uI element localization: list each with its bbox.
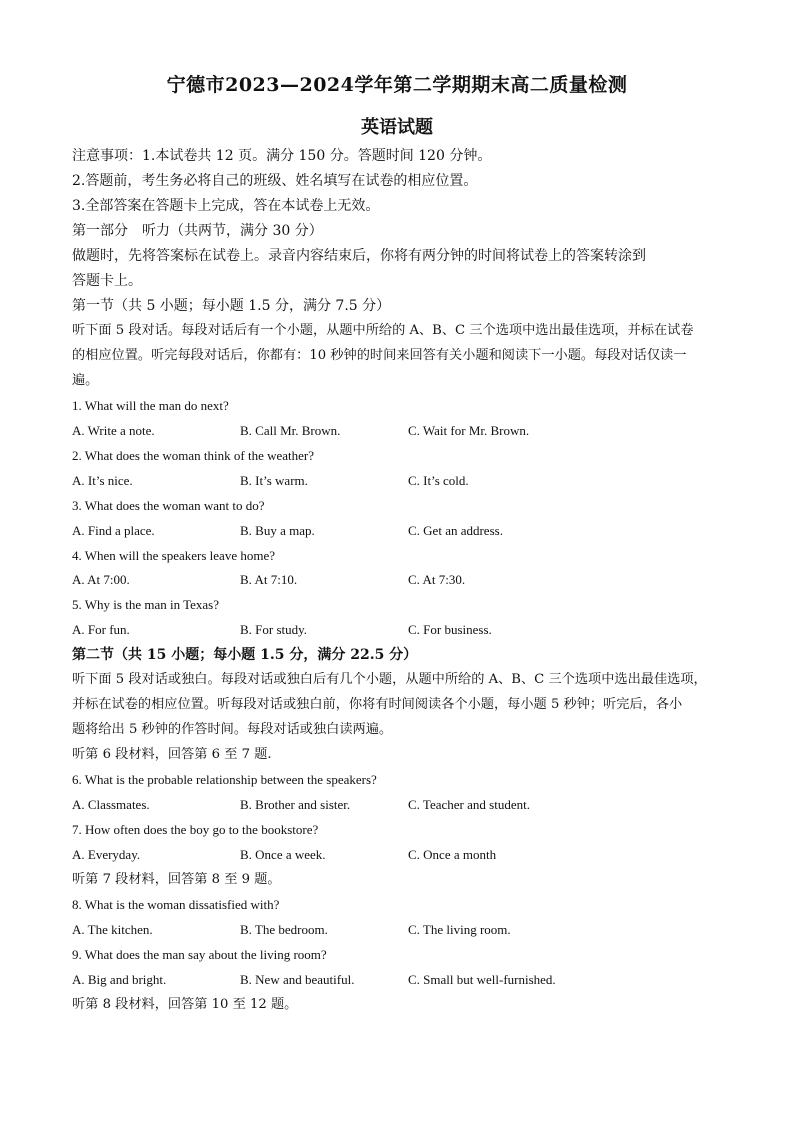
q2-option-b: B. It’s warm.	[240, 473, 308, 488]
notes-line-1: 注意事项：1.本试卷共 12 页。满分 150 分。答题时间 120 分钟。	[72, 148, 492, 164]
section1-intro-1: 听下面 5 段对话。每段对话后有一个小题，从题中所给的 A、B、C 三个选项中选出最佳选项，并标在试卷	[72, 323, 694, 338]
q4-option-c: C. At 7:30.	[408, 572, 466, 587]
notes-line-2: 2.答题前，考生务必将自己的班级、姓名填写在试卷的相应位置。	[72, 173, 478, 189]
q2-option-c: C. It’s cold.	[408, 473, 469, 488]
q2-option-a: A. It’s nice.	[72, 473, 133, 488]
section2-intro-2: 并标在试卷的相应位置。听每段对话或独白前，你将有时间阅读各个小题，每小题 5 秒钟；听完后，各小	[72, 697, 683, 712]
exam-title: 宁德市2023—2024学年第二学期期末高二质量检测	[166, 74, 628, 96]
material-8-label: 听第 8 段材料，回答第 10 至 12 题。	[72, 997, 298, 1012]
q1-option-a: A. Write a note.	[72, 423, 155, 438]
section2-intro-3: 题将给出 5 秒钟的作答时间。每段对话或独白读两遍。	[72, 722, 393, 737]
part1-intro-2: 答题卡上。	[72, 273, 142, 289]
question-2: 2. What does the woman think of the weather?	[72, 448, 314, 463]
section2-heading: 第二节（共 15 小题；每小题 1.5 分，满分 22.5 分）	[72, 647, 418, 663]
q8-option-c: C. The living room.	[408, 922, 511, 937]
section2-intro-1: 听下面 5 段对话或独白。每段对话或独白后有几个小题，从题中所给的 A、B、C 三个选项中选出最佳选项，	[72, 672, 707, 687]
q5-option-b: B. For study.	[240, 622, 308, 637]
q7-option-a: A. Everyday.	[72, 847, 141, 862]
q3-option-b: B. Buy a map.	[240, 523, 315, 538]
question-3: 3. What does the woman want to do?	[72, 498, 265, 513]
q3-option-a: A. Find a place.	[72, 523, 155, 538]
question-9: 9. What does the man say about the living room?	[72, 947, 327, 962]
question-7: 7. How often does the boy go to the bookstore?	[72, 822, 319, 837]
q4-option-b: B. At 7:10.	[240, 572, 298, 587]
question-1: 1. What will the man do next?	[72, 398, 229, 413]
q6-option-c: C. Teacher and student.	[408, 797, 530, 812]
q3-option-c: C. Get an address.	[408, 523, 503, 538]
exam-subtitle: 英语试题	[361, 117, 433, 138]
question-6: 6. What is the probable relationship between the speakers?	[72, 772, 377, 787]
question-4: 4. When will the speakers leave home?	[72, 548, 275, 563]
material-6-label: 听第 6 段材料，回答第 6 至 7 题.	[72, 747, 272, 762]
part1-heading: 第一部分 听力（共两节，满分 30 分）	[72, 223, 323, 239]
q5-option-a: A. For fun.	[72, 622, 130, 637]
notes-line-3: 3.全部答案在答题卡上完成，答在本试卷上无效。	[72, 198, 380, 214]
question-8: 8. What is the woman dissatisfied with?	[72, 897, 280, 912]
material-7-label: 听第 7 段材料，回答第 8 至 9 题。	[72, 872, 281, 887]
q5-option-c: C. For business.	[408, 622, 492, 637]
question-5: 5. Why is the man in Texas?	[72, 597, 219, 612]
q8-option-a: A. The kitchen.	[72, 922, 153, 937]
q7-option-b: B. Once a week.	[240, 847, 326, 862]
section1-heading: 第一节（共 5 小题；每小题 1.5 分，满分 7.5 分）	[72, 298, 391, 314]
q7-option-c: C. Once a month	[408, 847, 497, 862]
part1-intro-1: 做题时，先将答案标在试卷上。录音内容结束后，你将有两分钟的时间将试卷上的答案转涂到	[72, 248, 646, 264]
q8-option-b: B. The bedroom.	[240, 922, 328, 937]
section1-intro-2: 的相应位置。听完每段对话后，你都有：10 秒钟的时间来回答有关小题和阅读下一小题。每段对话仅读一	[72, 348, 687, 363]
q1-option-c: C. Wait for Mr. Brown.	[408, 423, 530, 438]
q9-option-b: B. New and beautiful.	[240, 972, 355, 987]
q9-option-c: C. Small but well-furnished.	[408, 972, 556, 987]
q6-option-a: A. Classmates.	[72, 797, 150, 812]
q6-option-b: B. Brother and sister.	[240, 797, 351, 812]
section1-intro-3: 遍。	[72, 373, 99, 388]
q4-option-a: A. At 7:00.	[72, 572, 130, 587]
q9-option-a: A. Big and bright.	[72, 972, 167, 987]
q1-option-b: B. Call Mr. Brown.	[240, 423, 341, 438]
